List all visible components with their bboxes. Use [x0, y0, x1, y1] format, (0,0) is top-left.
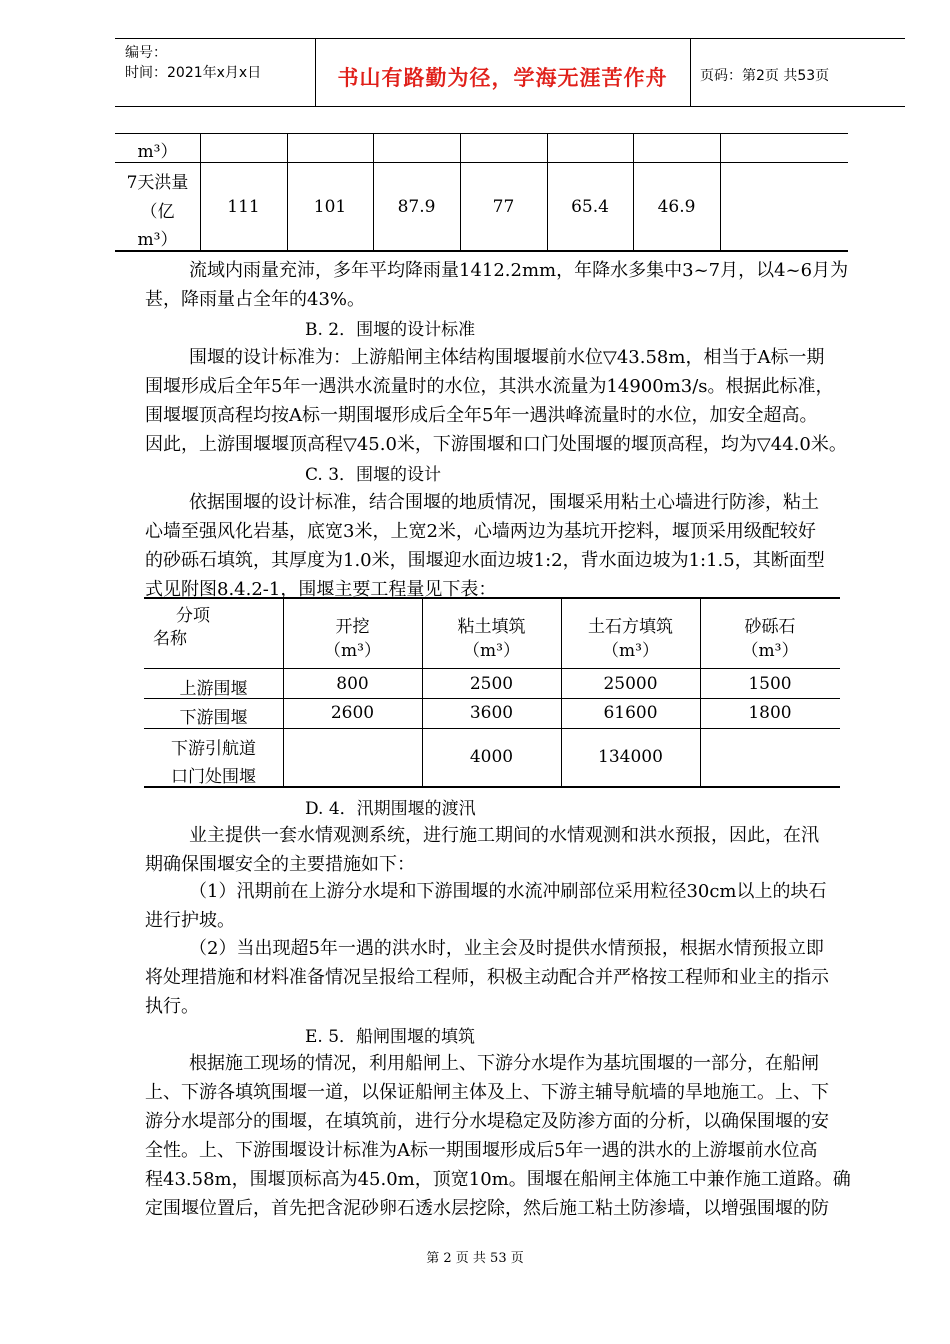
table-rule [115, 162, 848, 163]
table-corner-header: 分项 [176, 606, 210, 626]
table-cell: 61600 [603, 703, 658, 723]
table-rule [144, 597, 840, 599]
header-bottom-rule [115, 106, 905, 107]
table-cell-label: 7天洪量 [126, 173, 189, 193]
table-cell: 65.4 [571, 197, 609, 217]
table-col-unit: （m³） [463, 641, 520, 661]
table-col-header: 粘土填筑 [457, 617, 526, 637]
table-col-rule [287, 133, 288, 250]
table-cell: 1500 [748, 674, 792, 694]
table-cell: 77 [492, 197, 515, 217]
table-rule [144, 668, 840, 669]
page-footer: 第 2 页 共 53 页 [426, 1251, 524, 1266]
table-col-rule [200, 133, 201, 250]
header-motto: 书山有路勤为径，学海无涯苦作舟 [337, 65, 668, 90]
header-page-number: 页码：第2页 共53页 [700, 68, 830, 84]
table-cell: 3600 [469, 703, 514, 723]
table-cell: 25000 [603, 674, 658, 694]
table-row-label: 下游引航道 [171, 739, 256, 759]
table-rule [115, 250, 848, 252]
paragraph-line: 定围堰位置后，首先把含泥砂卵石透水层挖除，然后施工粘土防渗墙，以增强围堰的防 [145, 1198, 829, 1219]
section-heading: D. 4．汛期围堰的渡汛 [305, 799, 476, 819]
paragraph-line: 围堰的设计标准为：上游船闸主体结构围堰堰前水位▽43.58m，相当于A标一期 [189, 347, 825, 368]
table-col-header: 土石方填筑 [588, 617, 673, 637]
table-col-unit: （m³） [602, 641, 659, 661]
table-cell-label: m³） [137, 142, 178, 162]
table-cell: 4000 [469, 747, 514, 767]
table-row-label: 上游围堰 [179, 679, 248, 699]
paragraph-line: 的砂砾石填筑，其厚度为1.0米，围堰迎水面边坡1:2，背水面边坡为1:1.5，其断面型 [145, 550, 825, 571]
table-cell-label: （亿 [140, 202, 175, 222]
table-cell: 2500 [469, 674, 514, 694]
table-cell: 800 [336, 674, 369, 694]
table-col-rule [547, 133, 548, 250]
paragraph-line: 式见附图8.4.2-1，围堰主要工程量见下表： [145, 579, 497, 600]
paragraph-line: 甚，降雨量占全年的43%。 [145, 289, 366, 310]
table-cell: 1800 [748, 703, 792, 723]
header-time: 时间：2021年x月x日 [125, 65, 262, 81]
table-col-header: 开挖 [335, 617, 370, 637]
table-col-unit: （m³） [324, 641, 381, 661]
paragraph-line: 业主提供一套水情观测系统，进行施工期间的水情观测和洪水预报，因此，在汛 [189, 825, 819, 846]
paragraph-line: 根据施工现场的情况，利用船闸上、下游分水堤作为基坑围堰的一部分，在船闸 [189, 1053, 819, 1074]
table-cell: 46.9 [657, 197, 696, 217]
table-col-rule [633, 133, 634, 250]
paragraph-line: 全性。上、下游围堰设计标准为A标一期围堰形成后5年一遇的洪水的上游堰前水位高 [145, 1140, 818, 1161]
paragraph-line: （1）汛期前在上游分水堤和下游围堰的水流冲刷部位采用粒径30cm以上的块石 [189, 881, 827, 902]
table-col-unit: （m³） [741, 641, 799, 661]
paragraph-line: 围堰堰顶高程均按A标一期围堰形成后全年5年一遇洪峰流量时的水位，加安全超高。 [145, 405, 818, 426]
paragraph-line: 因此，上游围堰堰顶高程▽45.0米，下游围堰和口门处围堰的堰顶高程，均为▽44.0米。 [145, 434, 847, 455]
table-col-header: 砂砾石 [744, 617, 796, 637]
table-row-label: 下游围堰 [179, 708, 248, 728]
table-col-rule [373, 133, 374, 250]
paragraph-line: 围堰形成后全年5年一遇洪水流量时的水位，其洪水流量为14900m3/s。根据此标准， [145, 376, 834, 397]
paragraph-line: 程43.58m，围堰顶标高为45.0m，顶宽10m。围堰在船闸主体施工中兼作施工道路。确 [145, 1169, 851, 1190]
table-row-label: 口门处围堰 [171, 767, 256, 787]
paragraph-line: （2）当出现超5年一遇的洪水时，业主会及时提供水情预报，根据水情预报立即 [189, 938, 824, 959]
paragraph-line: 将处理措施和材料准备情况呈报给工程师，积极主动配合并严格按工程师和业主的指示 [145, 967, 829, 988]
section-heading: C. 3．围堰的设计 [305, 465, 442, 485]
paragraph-line: 上、下游各填筑围堰一道，以保证船闸主体及上、下游主辅导航墙的旱地施工。上、下 [145, 1082, 829, 1103]
table-cell: 134000 [598, 747, 663, 767]
paragraph-line: 流域内雨量充沛，多年平均降雨量1412.2mm，年降水多集中3~7月，以4~6月为 [189, 260, 849, 281]
table-cell: 101 [313, 197, 347, 217]
table-rule [144, 728, 840, 729]
header-code: 编号： [125, 45, 167, 61]
paragraph-line: 执行。 [145, 996, 199, 1017]
table-col-rule [720, 133, 721, 250]
header-top-rule [115, 38, 905, 39]
table-cell-label: m³） [137, 230, 178, 250]
paragraph-line: 依据围堰的设计标准，结合围堰的地质情况，围堰采用粘土心墙进行防渗，粘土 [189, 492, 819, 513]
section-heading: B. 2．围堰的设计标准 [305, 320, 476, 340]
table-col-rule [460, 133, 461, 250]
table-corner-header: 名称 [153, 629, 187, 649]
header-divider [690, 38, 691, 106]
paragraph-line: 期确保围堰安全的主要措施如下： [145, 854, 415, 875]
section-heading: E. 5．船闸围堰的填筑 [305, 1027, 476, 1047]
table-cell: 111 [227, 197, 260, 217]
table-rule [115, 133, 848, 134]
paragraph-line: 游分水堤部分的围堰，在填筑前，进行分水堤稳定及防渗方面的分析，以确保围堰的安 [145, 1111, 829, 1132]
table-cell: 2600 [330, 703, 375, 723]
table-cell: 87.9 [397, 197, 436, 217]
paragraph-line: 心墙至强风化岩基，底宽3米，上宽2米，心墙两边为基坑开挖料，堰顶采用级配较好 [145, 521, 816, 542]
paragraph-line: 进行护坡。 [145, 910, 235, 931]
